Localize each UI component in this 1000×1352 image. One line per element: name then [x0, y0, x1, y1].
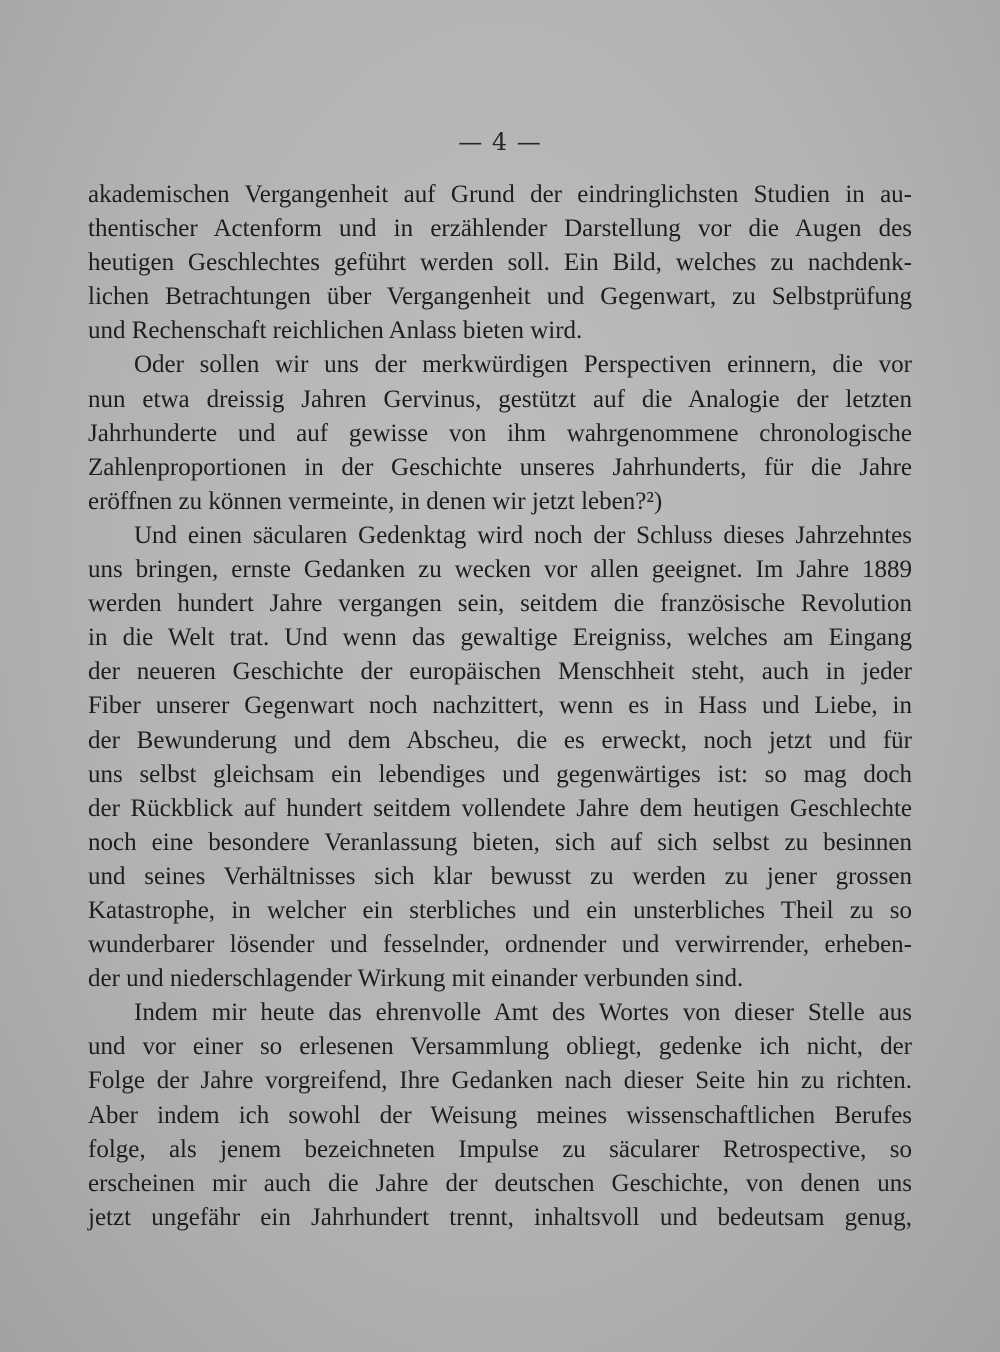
text-line: uns selbst gleichsam ein lebendiges und gegenwärtiges ist: so mag doch: [88, 760, 912, 788]
text-line: jetzt ungefähr ein Jahrhundert trennt, inhaltsvoll und bedeutsam genug,: [88, 1203, 912, 1231]
text-line: erscheinen mir auch die Jahre der deutschen Geschichte, von denen uns: [88, 1169, 912, 1197]
text-line: uns bringen, ernste Gedanken zu wecken vor allen geeignet. Im Jahre 1889: [88, 556, 912, 584]
text-line: der und niederschlagender Wirkung mit einander verbunden sind.: [88, 965, 744, 993]
text-line: Aber indem ich sowohl der Weisung meines wissenschaftlichen Berufes: [88, 1101, 912, 1129]
text-line: Und einen säcularen Gedenktag wird noch der Schluss dieses Jahrzehntes: [134, 521, 912, 549]
text-line: Jahrhunderte und auf gewisse von ihm wahrgenommene chronologische: [88, 419, 912, 447]
text-line: lichen Betrachtungen über Vergangenheit und Gegenwart, zu Selbstprüfung: [88, 283, 912, 311]
text-line: der Rückblick auf hundert seitdem vollendete Jahre dem heutigen Geschlechte: [88, 794, 912, 822]
text-line: Oder sollen wir uns der merkwürdigen Perspectiven erinnern, die vor: [134, 351, 912, 379]
text-line: Zahlenproportionen in der Geschichte unseres Jahrhunderts, für die Jahre: [88, 453, 912, 481]
text-line: noch eine besondere Veranlassung bieten, sich auf sich selbst zu besinnen: [88, 828, 912, 856]
text-line: folge, als jenem bezeichneten Impulse zu säcularer Retrospective, so: [88, 1135, 912, 1163]
text-line: der neueren Geschichte der europäischen Menschheit steht, auch in jeder: [88, 658, 912, 686]
text-line: Indem mir heute das ehrenvolle Amt des Wortes von dieser Stelle aus: [134, 999, 912, 1027]
text-line: wunderbarer lösender und fesselnder, ordnender und verwirrender, erheben-: [88, 931, 912, 959]
text-line: Folge der Jahre vorgreifend, Ihre Gedanken nach dieser Seite hin zu richten.: [88, 1067, 912, 1095]
text-line: und vor einer so erlesenen Versammlung obliegt, gedenke ich nicht, der: [88, 1033, 912, 1061]
text-line: nun etwa dreissig Jahren Gervinus, gestützt auf die Analogie der letzten: [88, 385, 912, 413]
text-line: werden hundert Jahre vergangen sein, seitdem die französische Revolution: [88, 590, 912, 618]
text-line: heutigen Geschlechtes geführt werden soll. Ein Bild, welches zu nachdenk-: [88, 249, 912, 277]
text-line: eröffnen zu können vermeinte, in denen wir jetzt leben?²): [88, 487, 663, 515]
text-line: thentischer Actenform und in erzählender Darstellung vor die Augen des: [88, 215, 912, 243]
text-line: der Bewunderung und dem Abscheu, die es erweckt, noch jetzt und für: [88, 726, 912, 754]
text-line: und seines Verhältnisses sich klar bewusst zu werden zu jener grossen: [88, 862, 912, 890]
text-line: Katastrophe, in welcher ein sterbliches und ein unsterbliches Theil zu so: [88, 896, 912, 924]
text-line: und Rechenschaft reichlichen Anlass bieten wird.: [88, 317, 583, 345]
body-text: [88, 178, 912, 1235]
page-number: — 4 —: [458, 128, 542, 156]
text-line: akademischen Vergangenheit auf Grund der eindringlichsten Studien in au-: [88, 181, 912, 208]
text-line: Fiber unserer Gegenwart noch nachzittert, wenn es in Hass und Liebe, in: [88, 692, 912, 720]
text-line: in die Welt trat. Und wenn das gewaltige Ereigniss, welches am Eingang: [88, 624, 912, 652]
